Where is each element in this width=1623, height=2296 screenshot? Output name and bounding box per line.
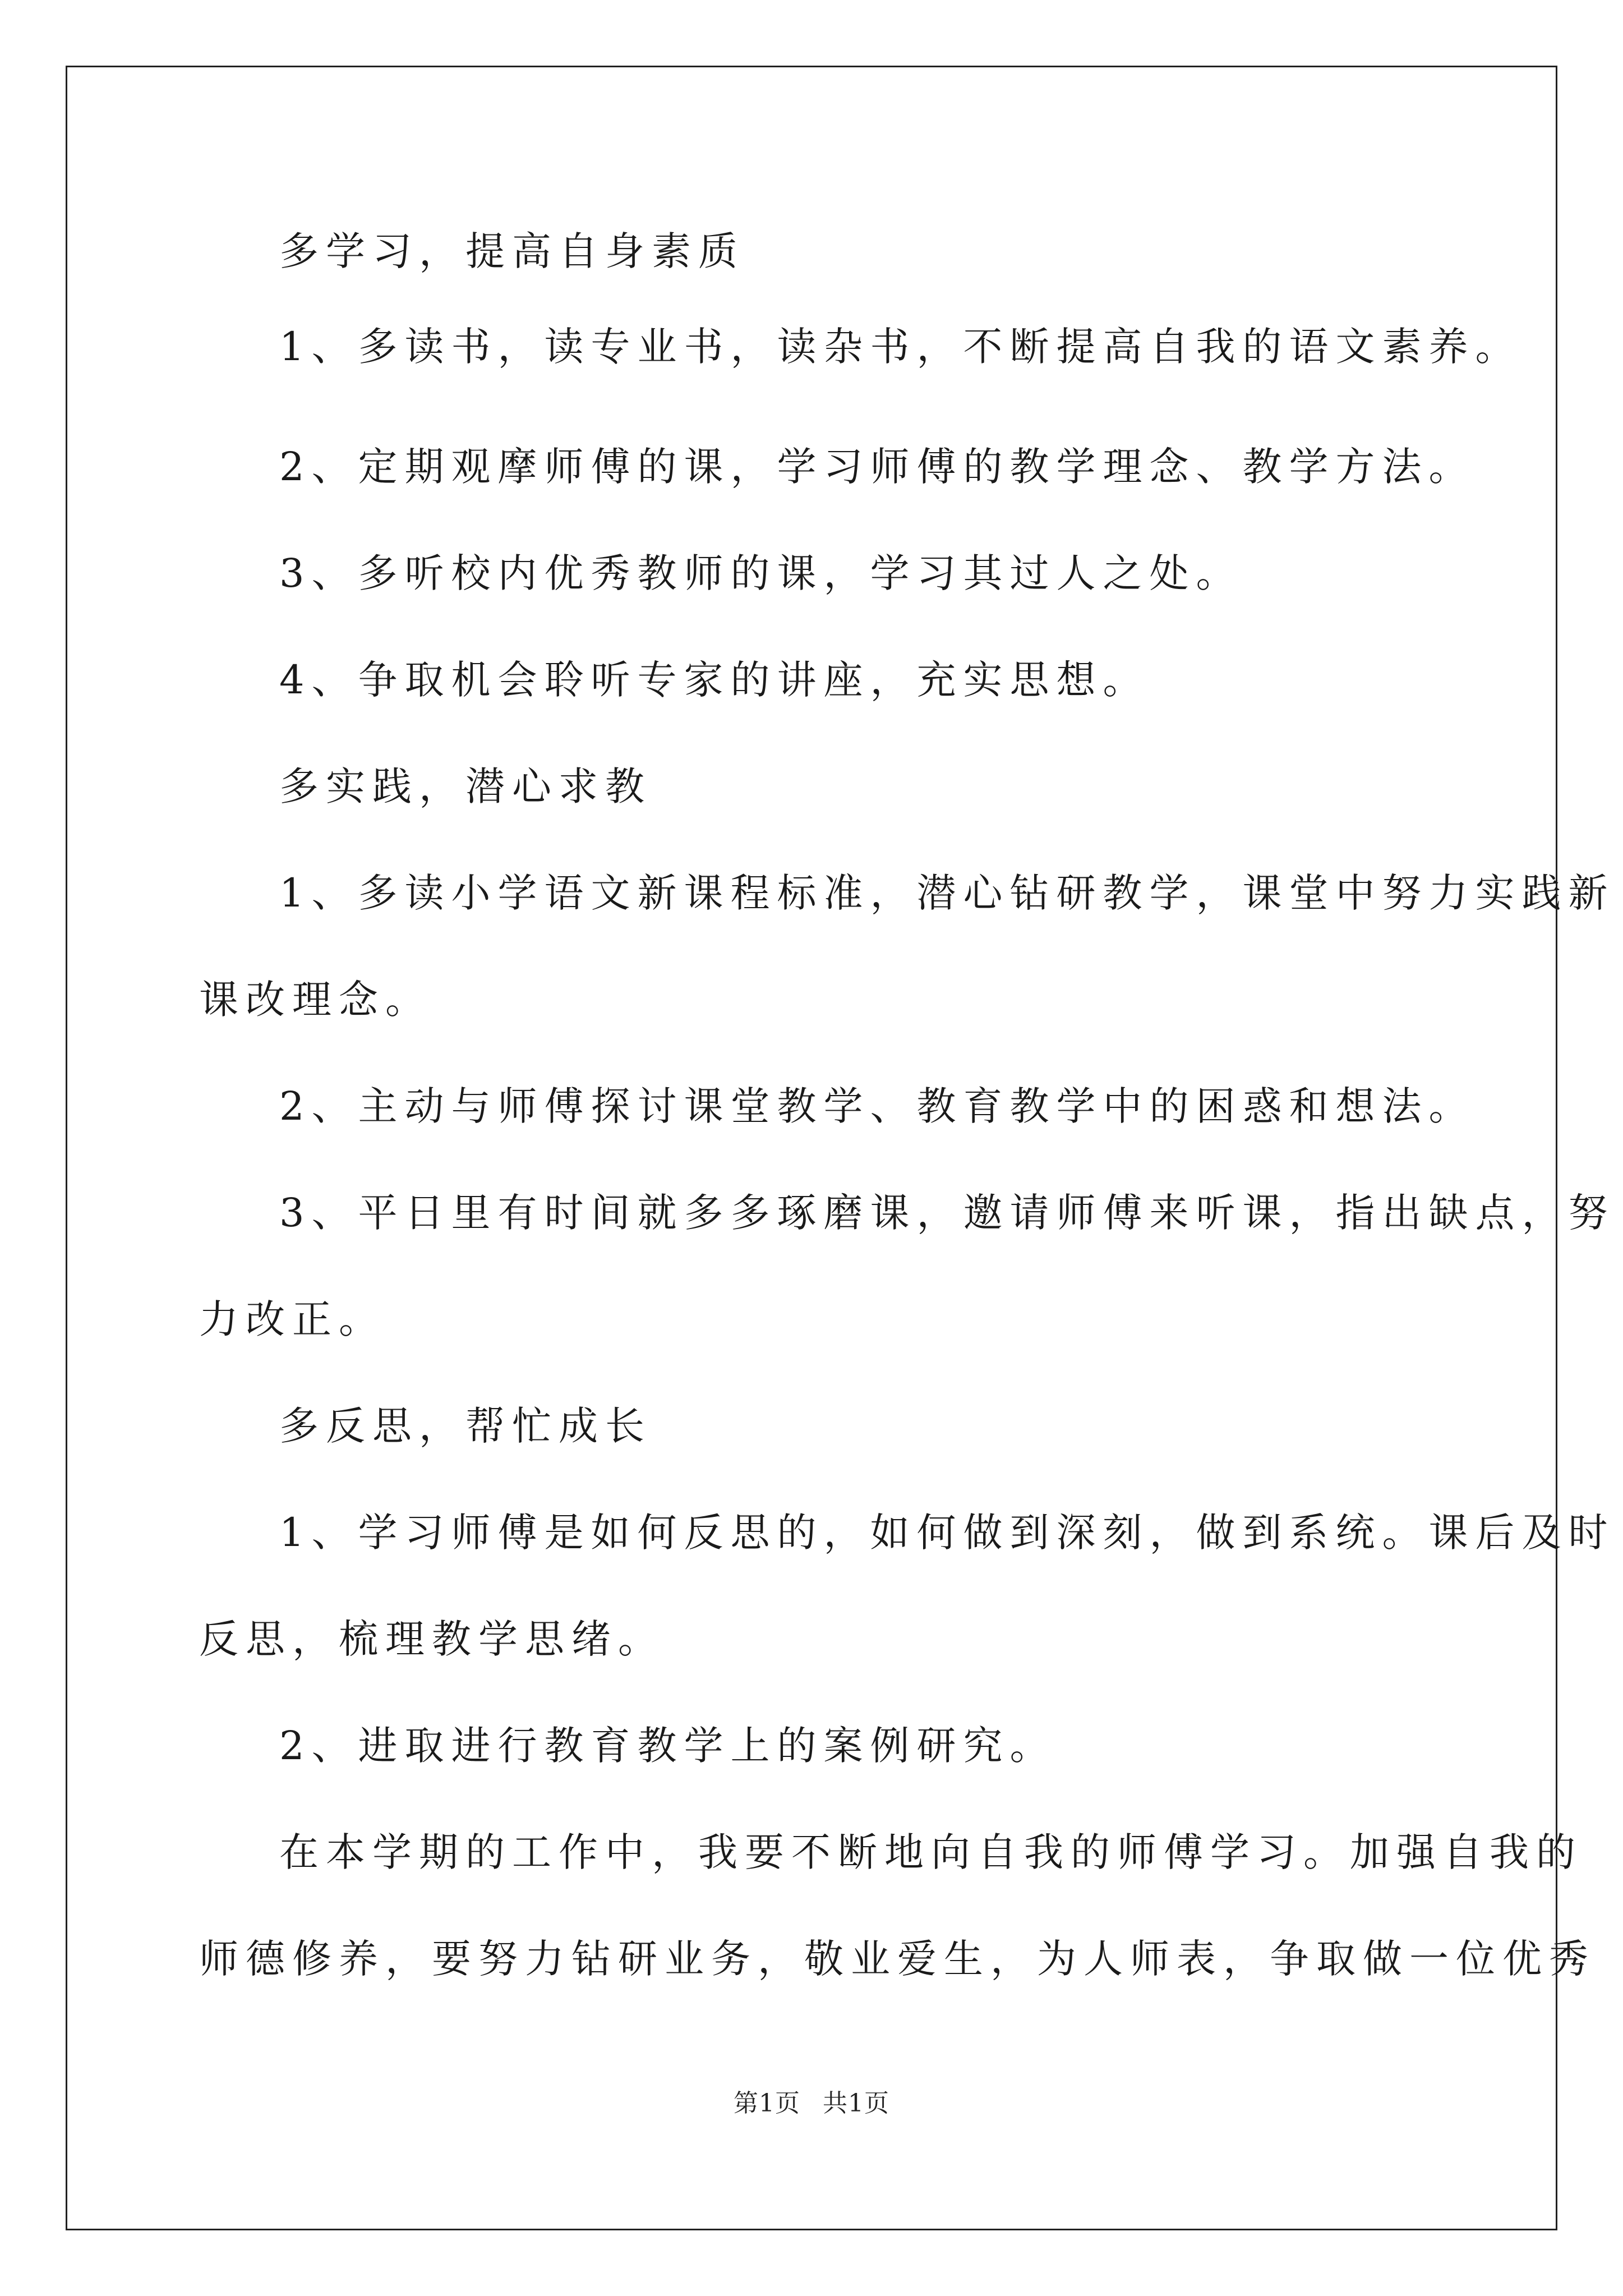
page-footer: [0, 2088, 1623, 2119]
paragraph-line: 在本学期的工作中，我要不断地向自我的师傅学习。加强自我的: [279, 1829, 1583, 1875]
paragraph-line: 3、多听校内优秀教师的课，学习其过人之处。: [279, 550, 1243, 596]
paragraph-line: 反思，梳理教学思绪。: [199, 1616, 665, 1662]
paragraph-line: 1、多读书，读专业书，读杂书，不断提高自我的语文素养。: [279, 324, 1522, 370]
section-heading-study: 多学习，提高自身素质: [279, 228, 745, 274]
section-heading-practice: 多实践，潜心求教: [279, 763, 652, 809]
paragraph-line: 课改理念。: [199, 977, 432, 1023]
paragraph-line: 3、平日里有时间就多多琢磨课，邀请师傅来听课，指出缺点，努: [279, 1190, 1615, 1236]
paragraph-line: 2、主动与师傅探讨课堂教学、教育教学中的困惑和想法。: [279, 1083, 1476, 1129]
paragraph-line: 1、多读小学语文新课程标准，潜心钻研教学，课堂中努力实践新: [279, 870, 1615, 916]
paragraph-line: 2、进取进行教育教学上的案例研究。: [279, 1723, 1057, 1769]
page-total: 共1页: [823, 2089, 889, 2118]
paragraph-line: 4、争取机会聆听专家的讲座，充实思想。: [279, 657, 1150, 703]
paragraph-line: 1、学习师傅是如何反思的，如何做到深刻，做到系统。课后及时: [279, 1510, 1615, 1556]
paragraph-line: 师德修养，要努力钻研业务，敬业爱生，为人师表，争取做一位优秀: [199, 1936, 1596, 1982]
paragraph-line: 2、定期观摩师傅的课，学习师傅的教学理念、教学方法。: [279, 444, 1476, 490]
paragraph-line: 力改正。: [199, 1296, 385, 1342]
section-heading-reflect: 多反思，帮忙成长: [279, 1403, 652, 1449]
page-border: [66, 66, 1557, 2230]
page-number: 第1页: [734, 2089, 800, 2118]
